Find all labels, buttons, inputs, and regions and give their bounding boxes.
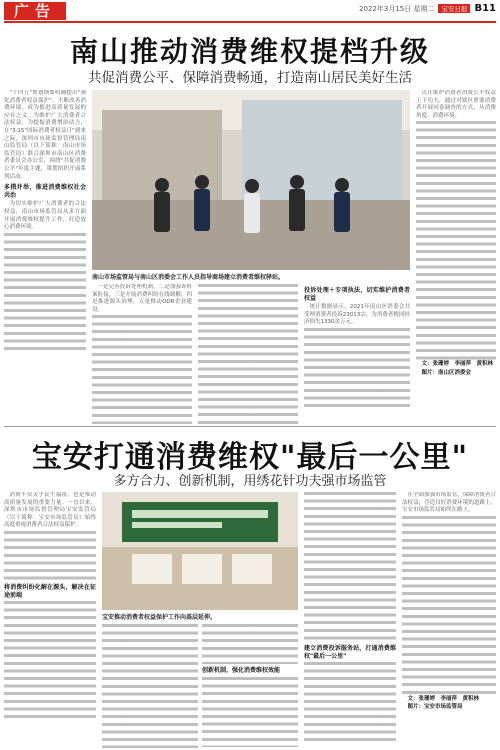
article1-col1-text2: 为切实维护广大消费者的合法权益，南山市场监管局从多方面开展消费维权提升工作，打造放心消费环境。	[4, 201, 86, 231]
article1-col4-subhead: 投诉处理＋专项执法，切实维护消费者权益	[304, 287, 410, 302]
section-badge: 广告	[4, 2, 66, 20]
article2-col5-textlines	[402, 516, 496, 696]
article1-col1-text: "十四五"规划纲要明确提出"强化消费者权益保护"。不断改善消费环境，成为推进高质量发展的应有之义。为维护广大消费者合法权益，为提振消费增添动力，在"3·15"国际消费者权益日"到来之际，深圳市市场监督管理局南山监管局（以下简称：南山市场监管局）联合深圳市南山区消费者委员会办公室，围绕"共促消费公平"年度主题，策划组织开展系列活动。	[4, 90, 86, 180]
paper-tag: 宝安日报	[438, 4, 470, 13]
article2-col2-subhead: 创新机制，强化消费维权效能	[202, 667, 281, 674]
article2-col1-subhead: 将消费纠纷化解在源头，解决在征途前端	[4, 583, 96, 599]
article1-photo-credit: 图片：南山区消委会	[421, 369, 472, 376]
article1-byline: 文：张珊婷 李丽萍 黄积林	[421, 361, 494, 368]
article1-col1	[4, 90, 86, 420]
article2-col5	[402, 492, 496, 748]
article2-col3-textlines-a	[202, 624, 298, 664]
article2-col1	[4, 492, 96, 748]
article2-photo	[102, 492, 298, 610]
article2-col4-textlines-b	[304, 662, 396, 742]
article1-col2-textlines	[92, 315, 192, 424]
article2-col1-textlines-a	[4, 531, 96, 581]
article1-title: 南山推动消费维权提档升级	[69, 35, 430, 68]
article1-col5-text: 点在维护消费者消费公平权益上下功夫，通过对辖区重要消费者开展问卷调查的方式，从消费角度，消费环境。	[416, 90, 496, 119]
article2-photo-credit: 图片：宝安市场监管局	[407, 704, 463, 711]
header-rule	[4, 21, 496, 23]
article1-col4-textlines	[304, 328, 410, 408]
article2-col3-textlines-b	[202, 677, 298, 747]
article2-col2-textlines	[102, 624, 198, 748]
article2-title: 宝安打通消费维权"最后一公里"	[31, 440, 469, 475]
article1-col5-textlines	[416, 121, 496, 361]
article2-col1-text: 消费不仅关乎民生福祉，也是推动高质量发展的重要力量。一直以来，深圳市市场监督管理局宝安监管局（以下简称：宝安市场监管局）始终高度重视消费者合法权益保护。	[4, 492, 96, 529]
article2-col3	[202, 624, 298, 748]
article-separator	[4, 426, 496, 427]
article1-col5	[416, 90, 496, 424]
article1-col1-textlines	[4, 233, 86, 353]
article1-col2-text: 一是完善投诉处理机制，二是加强诉转案衔接，三是开展消费纠纷在线调解，四是推进源头治理，五是推动ODR企业建设。	[92, 284, 192, 313]
article1-col4-text: 统计数据显示，2021年南山区消委会共受理消费者投诉23013宗，为消费者挽回经济损失1330余万元。	[304, 304, 410, 326]
page-header	[0, 0, 500, 22]
article1-photo-caption: 南山市场监管局与南山区消委会工作人员指导商场建立消费者维权驿站。	[92, 274, 285, 281]
article1-subtitle: 共促消费公平、保障消费畅通，打造南山居民美好生活	[88, 70, 412, 86]
article2-col5-text: 在全面加强市场监管，保障消费者合法权益，营造良好消费环境的道路上，宝安市场监管局始终在路上。	[402, 492, 496, 514]
article2-col4	[304, 492, 396, 748]
article1-col2	[92, 284, 192, 424]
article2-col4-textlines-a	[304, 492, 396, 642]
article1-col4	[304, 284, 410, 424]
article2-photo-caption: 宝安推动消费者权益保护工作向基层延伸。	[102, 614, 217, 621]
article2-byline: 文：张珊婷 李丽萍 黄积林	[407, 695, 480, 702]
issue-date: 2022年3月15日 星期二	[359, 4, 435, 13]
header-meta	[359, 3, 496, 14]
article1-col1-subhead: 多措并举，推进消费维权社会共治	[4, 184, 86, 199]
article1-photo	[92, 90, 410, 270]
article2-col1-textlines-b	[4, 601, 96, 721]
article1-col3	[198, 284, 298, 424]
page-number: B11	[474, 3, 496, 14]
article2-col3-subhead: 建立消费投诉服务站，打通消费维权"最后一公里"	[304, 645, 396, 660]
article1-col3-textlines	[198, 284, 298, 424]
article2-subtitle: 多方合力、创新机制，用绣花针功夫强市场监管	[113, 474, 387, 489]
article2-col2	[102, 624, 198, 748]
